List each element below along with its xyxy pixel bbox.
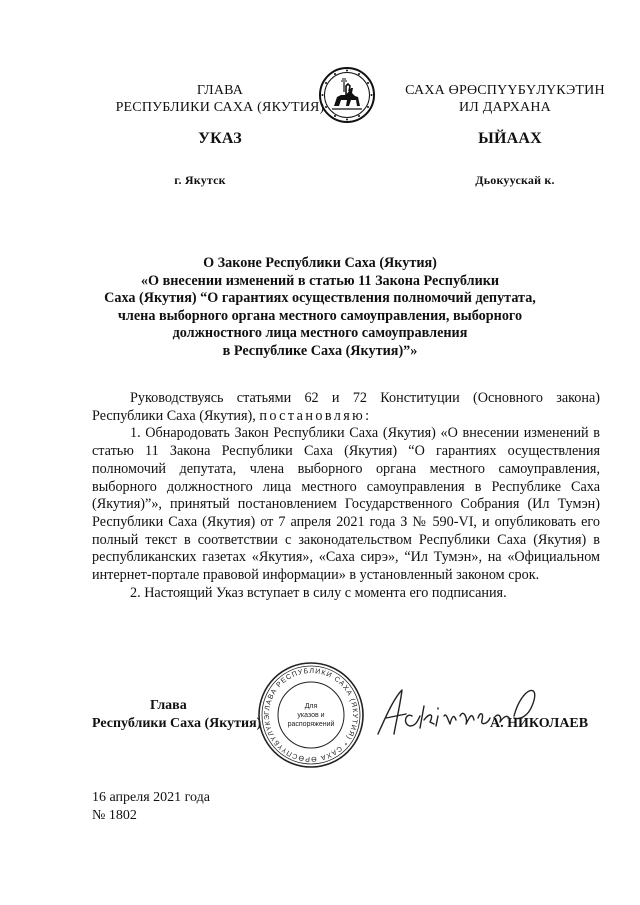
- header-right-line2: ИЛ ДАРХАНА: [458, 100, 551, 115]
- signer-position-line2: Республики Саха (Якутия): [92, 716, 262, 731]
- title-line-2: «О внесении изменений в статью 11 Закона Республики: [140, 272, 500, 289]
- header-left-line1: ГЛАВА: [196, 83, 244, 98]
- header-right-line1: САХА ӨРӨСПҮҮБҮЛҮКЭТИН: [405, 83, 605, 98]
- preamble-paragraph: [92, 390, 600, 425]
- stamp-center-line2: указов и: [297, 712, 325, 719]
- official-stamp: [256, 660, 366, 770]
- document-title: [90, 255, 550, 360]
- signer-name: А. НИКОЛАЕВ: [490, 716, 589, 731]
- yakutia-coat-of-arms-icon: [318, 66, 376, 124]
- preamble-text: Руководствуясь статьями 62 и 72 Конституции (Основного закона) Республики Саха (Якутия),: [92, 390, 600, 424]
- stamp-center-line3: распоряжений: [287, 721, 335, 728]
- city-left: г. Якутск: [174, 173, 226, 187]
- title-line-6: в Республике Саха (Якутия)”»: [222, 342, 418, 359]
- handwritten-signature: [372, 676, 552, 746]
- clause-1: 1. Обнародовать Закон Республики Саха (Якутия) «О внесении изменений в статью 11 Закона Республики Саха (Якутия) “О гарантиях осуществления полномочий депутата, члена выборного органа местного самоуправления, выборного должностного лица местного самоуправления в Республике Саха (Якутия)”», принятый постановлением Государственного Собрания (Ил Тумэн) Республики Саха (Якутия) от 7 апреля 2021 года З № 590-VI, и опубликовать его полный текст в соответствии с законодательством Республики Саха (Якутия) в республиканских газетах «Якутия», «Саха сирэ», “Ил Тумэн», на «Официальном интернет-портале правовой информации» в установленный законом срок.: [92, 425, 600, 584]
- title-line-3: Саха (Якутия) “О гарантиях осуществления полномочий депутата,: [104, 290, 536, 306]
- title-line-4: члена выборного органа местного самоуправления, выборного: [117, 307, 523, 324]
- decree-word: постановляю:: [259, 407, 372, 424]
- header-left-line2: РЕСПУБЛИКИ САХА (ЯКУТИЯ): [115, 100, 325, 115]
- stamp-ring-text: ГЛАВА РЕСПУБЛИКИ САХА (ЯКУТИЯ) * САХА ӨРӨСПҮҮБҮЛҮКЭ: [263, 667, 359, 763]
- doc-type-left: УКАЗ: [198, 130, 242, 147]
- stamp-center-line1: Для: [304, 703, 318, 710]
- title-line-5: должностного лица местного самоуправления: [172, 325, 468, 341]
- clause-2: 2. Настоящий Указ вступает в силу с момента его подписания.: [130, 584, 507, 601]
- decree-date: 16 апреля 2021 года: [92, 790, 210, 805]
- decree-number: № 1802: [92, 808, 137, 823]
- doc-type-right: ЫЙААХ: [478, 130, 542, 147]
- signer-position-line1: Глава: [150, 698, 187, 713]
- document-body: [92, 390, 600, 602]
- title-line-1: О Законе Республики Саха (Якутия): [203, 255, 437, 271]
- city-right: Дьокуускай к.: [475, 173, 555, 187]
